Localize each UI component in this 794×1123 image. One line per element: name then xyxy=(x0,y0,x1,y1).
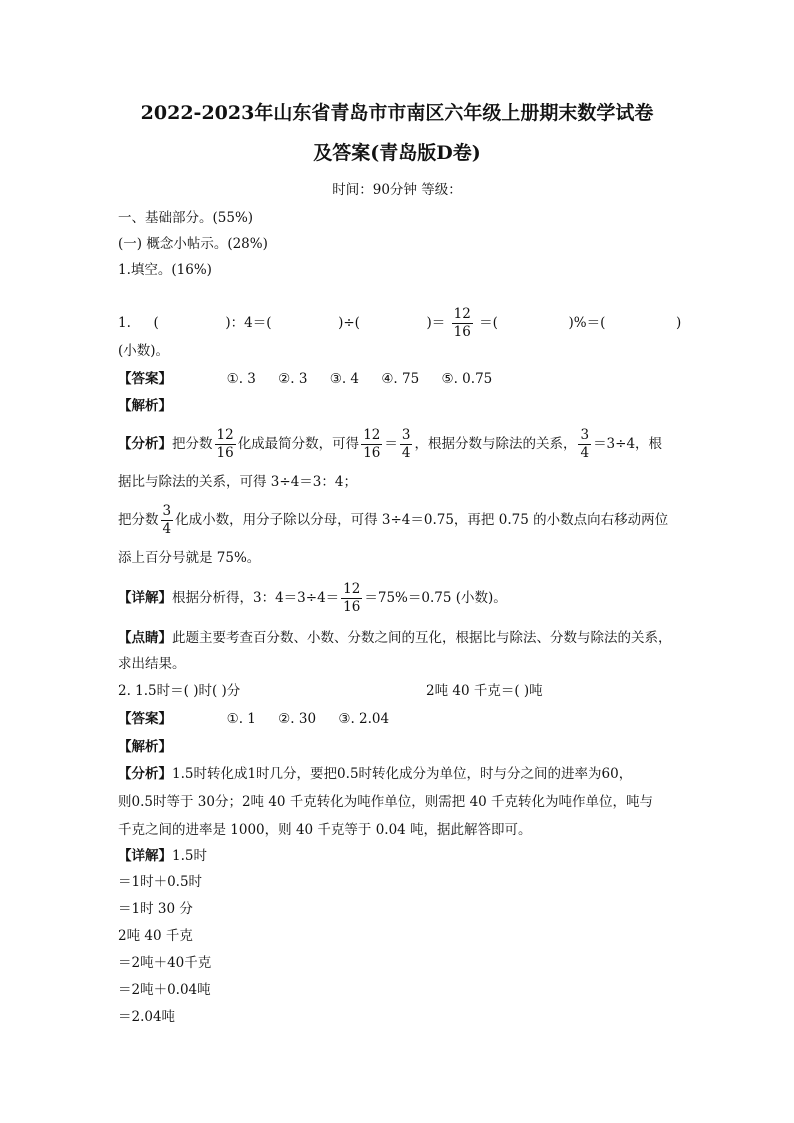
answer-label: 【答案】 xyxy=(118,371,172,387)
analysis-paragraph-line: 【分析】1.5时转化成1时几分，要把0.5时转化成分为单位，时与分之间的进率为60， xyxy=(118,766,633,782)
fraction: $\frac{12}{16}$ xyxy=(453,305,471,340)
detail-step: ＝2.04吨 xyxy=(118,1009,176,1025)
answer-row xyxy=(118,369,510,389)
detail-step: ＝1时＋0.5时 xyxy=(118,874,203,890)
answer-item: ③. 4 xyxy=(329,371,360,387)
fraction: $\frac{12}{16}$ xyxy=(343,580,361,615)
title-line-2: 及答案(青岛版D卷) xyxy=(313,142,481,164)
analysis-paragraph-line: 添上百分号就是 75%。 xyxy=(118,550,261,566)
question-number: 1. xyxy=(118,315,131,331)
title-line-1: 2022-2023年山东省青岛市市南区六年级上册期末数学试卷 xyxy=(140,102,654,124)
answer-item: ③. 2.04 xyxy=(338,711,390,727)
question-1 xyxy=(118,298,681,348)
detail-step: ＝2吨＋0.04吨 xyxy=(118,982,211,998)
question-group-heading: 1.填空。(16%) xyxy=(118,262,212,278)
analysis-paragraph-line: 把分数 $\frac{3}{4}$ 化成小数，用分子除以分母，可得 3÷4＝0.75，再把 0.75 的小数点向右移动两位 xyxy=(118,502,669,537)
detail-line: 【详解】1.5时 xyxy=(118,848,207,864)
blank-text: )＝ xyxy=(426,315,446,331)
answer-item: ①. 1 xyxy=(226,711,256,727)
answer-item: ②. 3 xyxy=(278,371,308,387)
detail-step: 2吨 40 千克 xyxy=(118,928,193,944)
blank-text: )：4＝( xyxy=(225,315,272,331)
answer-row xyxy=(118,709,407,729)
blank-open: ( xyxy=(153,315,159,331)
remark-line: 【点睛】此题主要考查百分数、小数、分数之间的互化，根据比与除法、分数与除法的关系， xyxy=(118,630,672,646)
analysis-label: 【解析】 xyxy=(118,398,172,414)
detail-step: ＝1时 30 分 xyxy=(118,901,193,917)
analysis-label: 【解析】 xyxy=(118,739,172,755)
analysis-paragraph-line: 千克之间的进率是 1000，则 40 千克等于 0.04 吨，据此解答即可。 xyxy=(118,822,532,838)
section-heading: 一、基础部分。(55%) xyxy=(118,210,254,226)
question-1-continuation: (小数)。 xyxy=(118,343,170,359)
fraction: $\frac{3}{4}$ xyxy=(401,426,411,461)
analysis-paragraph-line: 【分析】把分数 $\frac{12}{16}$ 化成最简分数，可得 $\frac{12}{16}$ ＝ $\frac{3}{4}$ ，根据分数与除法的关系， $\frac{3}{4}$ ＝3÷4，根 xyxy=(118,426,663,461)
analysis-paragraph-line: 据比与除法的关系，可得 3÷4＝3：4； xyxy=(118,474,357,490)
detail-step: ＝2吨＋40千克 xyxy=(118,955,212,971)
detail-line: 【详解】根据分析得，3：4＝3÷4＝ $\frac{12}{16}$ ＝75%＝0.75 (小数)。 xyxy=(118,580,507,615)
fraction: $\frac{3}{4}$ xyxy=(162,502,172,537)
question-2-left: 2. 1.5时＝( )时( )分 xyxy=(118,683,241,699)
answer-item: ④. 75 xyxy=(381,371,420,387)
fraction: $\frac{12}{16}$ xyxy=(363,426,381,461)
subsection-heading: (一) 概念小帖示。(28%) xyxy=(118,236,268,252)
exam-meta: 时间：90分钟 等级： xyxy=(332,182,462,198)
blank-text: )%＝( xyxy=(568,315,606,331)
answer-item: ①. 3 xyxy=(226,371,256,387)
analysis-paragraph-line: 则0.5时等于 30分；2吨 40 千克转化为吨作单位，则需把 40 千克转化为吨作单位，吨与 xyxy=(118,794,654,810)
blank-close: ) xyxy=(675,315,682,331)
fraction: $\frac{12}{16}$ xyxy=(216,426,234,461)
blank-text: ＝( xyxy=(479,315,498,331)
remark-line: 求出结果。 xyxy=(118,656,186,672)
question-2-right: 2吨 40 千克＝( )吨 xyxy=(426,683,543,699)
answer-item: ②. 30 xyxy=(278,711,317,727)
answer-item: ⑤. 0.75 xyxy=(441,371,493,387)
fraction: $\frac{3}{4}$ xyxy=(580,426,590,461)
blank-text: )÷( xyxy=(338,315,360,331)
answer-label: 【答案】 xyxy=(118,711,172,727)
